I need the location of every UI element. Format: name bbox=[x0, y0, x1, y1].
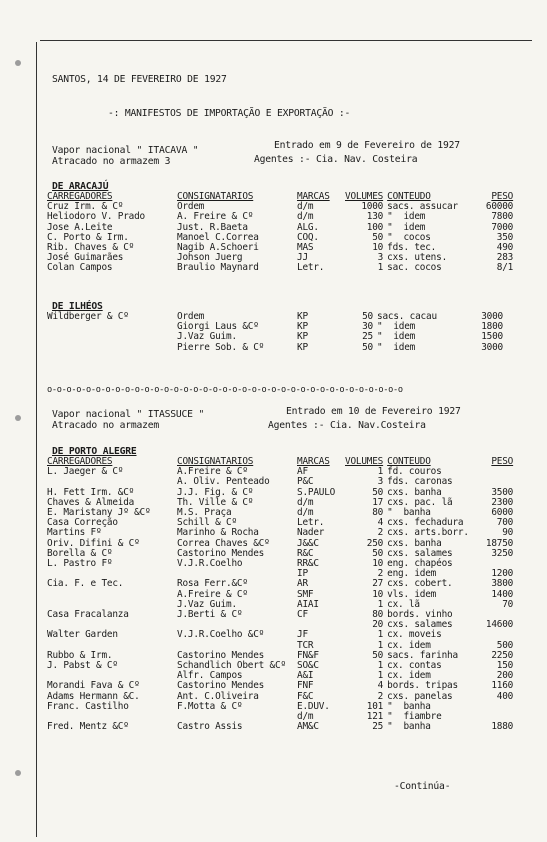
weight-cell: 18750 bbox=[485, 537, 514, 549]
table-row bbox=[47, 702, 513, 712]
marks-cell: KP bbox=[297, 311, 308, 322]
weight-cell: 350 bbox=[496, 231, 514, 243]
shipper-cell: C. Porto & Irm. bbox=[47, 231, 129, 243]
marks-cell: KP bbox=[297, 321, 308, 333]
ship2-agents: Agentes :- Cia. Nav.Costeira bbox=[268, 420, 426, 431]
ship1-arrival: Entrado em 9 de Fevereiro de 1927 bbox=[274, 140, 460, 151]
consignee-cell: A. Freire & Cº bbox=[177, 211, 254, 223]
weight-cell: 700 bbox=[496, 517, 514, 529]
contents-cell: eng. idem bbox=[387, 568, 437, 580]
weight-cell: 283 bbox=[496, 252, 514, 264]
manifest-table bbox=[47, 457, 513, 732]
marks-cell: FN&F bbox=[297, 649, 319, 661]
weight-cell: 7800 bbox=[491, 211, 514, 223]
consignee-cell: A.Freire & Cº bbox=[177, 588, 248, 600]
volumes-cell: 80 bbox=[372, 507, 384, 519]
volumes-cell: 1 bbox=[377, 629, 384, 641]
ship2-arrival: Entrado em 10 de Fevereiro 1927 bbox=[286, 406, 461, 417]
volumes-cell: 25 bbox=[362, 331, 373, 343]
weight-cell: 1800 bbox=[481, 321, 503, 333]
marks-cell: CF bbox=[297, 609, 308, 621]
column-header-marks: MARCAS bbox=[297, 191, 330, 202]
contents-cell: fds. caronas bbox=[387, 476, 453, 488]
volumes-cell: 1 bbox=[377, 660, 384, 672]
marks-cell: d/m bbox=[297, 496, 314, 508]
column-header-contents: CONTEUDO bbox=[387, 456, 431, 467]
volumes-cell: 101 bbox=[366, 700, 384, 712]
shipper-cell bbox=[47, 322, 177, 332]
marks-cell: TCR bbox=[297, 639, 314, 651]
marks-cell: JJ bbox=[297, 252, 308, 264]
volumes-cell: 2 bbox=[377, 527, 384, 539]
punch-hole bbox=[15, 770, 21, 776]
shipper-cell: Casa Fracalanza bbox=[47, 609, 129, 621]
weight-cell: 7000 bbox=[491, 221, 514, 233]
marks-cell: AF bbox=[297, 466, 308, 478]
consignee-cell: Just. R.Baeta bbox=[177, 221, 248, 233]
consignee-cell: Giorgi Laus &Cº bbox=[177, 321, 259, 333]
consignee-cell: Marinho & Rocha bbox=[177, 527, 259, 539]
consignee-cell: V.J.R.Coelho bbox=[177, 558, 243, 570]
column-header-shipper: CARREGADORES bbox=[47, 191, 113, 202]
volumes-cell: 1 bbox=[377, 262, 384, 274]
section-title: DE PORTO ALEGRE bbox=[52, 446, 137, 457]
marks-cell: AIAI bbox=[297, 598, 319, 610]
volumes-cell: 1 bbox=[377, 639, 384, 651]
shipper-cell: Adams Hermann &C. bbox=[47, 690, 140, 702]
top-rule bbox=[40, 40, 532, 41]
shipper-cell bbox=[47, 343, 177, 353]
table-row bbox=[47, 263, 513, 273]
consignee-cell: A.Freire & Cº bbox=[177, 466, 248, 478]
manifest-table bbox=[47, 312, 503, 353]
contents-cell: " idem bbox=[377, 331, 416, 343]
contents-cell: cx. lã bbox=[387, 598, 420, 610]
volumes-cell: 10 bbox=[372, 588, 384, 600]
weight-cell: 3000 bbox=[481, 311, 503, 322]
volumes-cell: 3 bbox=[377, 476, 384, 488]
volumes-cell: 4 bbox=[377, 680, 384, 692]
contents-cell: sac. cocos bbox=[387, 262, 442, 274]
ship1-vessel: Vapor nacional " ITACAVA " bbox=[52, 145, 199, 156]
marks-cell: d/m bbox=[297, 201, 314, 213]
consignee-cell: Rosa Ferr.&Cº bbox=[177, 578, 248, 590]
volumes-cell: 25 bbox=[372, 721, 384, 733]
section-title: DE ILHÉOS bbox=[52, 301, 103, 312]
ship2-vessel: Vapor nacional " ITASSUCE " bbox=[52, 409, 205, 420]
volumes-cell: 50 bbox=[372, 649, 384, 661]
weight-cell: 1160 bbox=[491, 680, 514, 692]
volumes-cell: 10 bbox=[372, 558, 384, 570]
marks-cell: Letr. bbox=[297, 262, 325, 274]
volumes-cell: 1 bbox=[377, 598, 384, 610]
section-title: DE ARACAJÚ bbox=[52, 181, 109, 192]
consignee-cell: Alfr. Campos bbox=[177, 670, 243, 682]
weight-cell: 90 bbox=[502, 527, 514, 539]
contents-cell: vls. idem bbox=[387, 588, 437, 600]
shipper-cell: L. Pastro Fº bbox=[47, 558, 113, 570]
volumes-cell: 10 bbox=[372, 242, 384, 254]
table-row bbox=[47, 590, 513, 600]
weight-cell: 60000 bbox=[485, 201, 514, 213]
shipper-cell bbox=[47, 332, 177, 342]
contents-cell: sacs. assucar bbox=[387, 201, 458, 213]
marks-cell: R&C bbox=[297, 547, 314, 559]
weight-cell: 1200 bbox=[491, 568, 514, 580]
volumes-cell: 80 bbox=[372, 609, 384, 621]
shipper-cell: Borella & Cº bbox=[47, 547, 113, 559]
marks-cell: ALG. bbox=[297, 221, 319, 233]
volumes-cell: 50 bbox=[362, 341, 373, 353]
weight-cell: 3500 bbox=[491, 486, 514, 498]
consignee-cell: Ordem bbox=[177, 311, 205, 322]
volumes-cell: 1 bbox=[377, 670, 384, 682]
shipper-cell: J. Pabst & Cº bbox=[47, 660, 118, 672]
marks-cell: FNF bbox=[297, 680, 314, 692]
marks-cell: JF bbox=[297, 629, 308, 641]
volumes-cell: 20 bbox=[372, 619, 384, 631]
shipper-cell: Casa Correção bbox=[47, 517, 118, 529]
consignee-cell: Correa Chaves &Cº bbox=[177, 537, 270, 549]
consignee-cell: Schill & Cº bbox=[177, 517, 237, 529]
volumes-cell: 250 bbox=[366, 537, 384, 549]
table-row bbox=[47, 559, 513, 569]
shipper-cell: Rib. Chaves & Cº bbox=[47, 242, 135, 254]
consignee-cell: J.Vaz Guim. bbox=[177, 598, 237, 610]
consignee-cell: M.S. Praça bbox=[177, 507, 232, 519]
table-row bbox=[47, 322, 503, 332]
continua-note: -Continúa- bbox=[394, 781, 451, 792]
marks-cell: Letr. bbox=[297, 517, 325, 529]
column-header-consignee: CONSIGNATARIOS bbox=[177, 191, 254, 202]
consignee-cell: Johson Juerg bbox=[177, 252, 243, 264]
contents-cell: " idem bbox=[377, 321, 416, 333]
shipper-cell: H. Fett Irm. &Cº bbox=[47, 486, 135, 498]
consignee-cell: J.Berti & Cº bbox=[177, 609, 243, 621]
volumes-cell: 4 bbox=[377, 517, 384, 529]
column-header-volumes: VOLUMES bbox=[345, 191, 384, 202]
marks-cell: COQ. bbox=[297, 231, 319, 243]
weight-cell: 3800 bbox=[491, 578, 514, 590]
contents-cell: fds. tec. bbox=[387, 242, 437, 254]
shipper-cell: Franc. Castilho bbox=[47, 700, 129, 712]
shipper-cell bbox=[47, 590, 177, 600]
column-header-consignee: CONSIGNATARIOS bbox=[177, 456, 254, 467]
consignee-cell: Th. Ville & Cº bbox=[177, 496, 254, 508]
table-row bbox=[47, 722, 513, 732]
contents-cell: cx. contas bbox=[387, 660, 442, 672]
consignee-cell: Castorino Mendes bbox=[177, 649, 265, 661]
contents-cell: " banha bbox=[387, 507, 431, 519]
weight-cell: 2300 bbox=[491, 496, 514, 508]
weight-cell: 6000 bbox=[491, 507, 514, 519]
consignee-cell: Nagib A.Schoeri bbox=[177, 242, 259, 254]
table-row bbox=[47, 343, 503, 353]
shipper-cell: Oriv. Difini & Cº bbox=[47, 537, 140, 549]
weight-cell: 3000 bbox=[481, 341, 503, 353]
table-row bbox=[47, 332, 503, 342]
volumes-cell: 1000 bbox=[361, 201, 384, 213]
contents-cell: cxs. cobert. bbox=[387, 578, 453, 590]
consignee-cell: J.J. Fig. & Cº bbox=[177, 486, 254, 498]
consignee-cell: Manoel C.Correa bbox=[177, 231, 259, 243]
marks-cell: d/m bbox=[297, 211, 314, 223]
marks-cell: MAS bbox=[297, 242, 314, 254]
volumes-cell: 100 bbox=[366, 221, 384, 233]
marks-cell: KP bbox=[297, 331, 308, 343]
punch-hole bbox=[15, 60, 21, 66]
weight-cell bbox=[483, 467, 513, 477]
contents-cell: fd. couros bbox=[387, 466, 442, 478]
marks-cell: d/m bbox=[297, 711, 314, 723]
volumes-cell: 1 bbox=[377, 466, 384, 478]
consignee-cell: Braulio Maynard bbox=[177, 262, 259, 274]
contents-cell: sacs. farinha bbox=[387, 649, 458, 661]
shipper-cell: Morandi Fava & Cº bbox=[47, 680, 140, 692]
column-header-weight: PESO bbox=[491, 191, 514, 202]
shipper-cell: E. Maristany Jº &Cº bbox=[47, 507, 151, 519]
weight-cell: 150 bbox=[496, 660, 514, 672]
shipper-cell: Chaves & Almeida bbox=[47, 496, 135, 508]
weight-cell: 2250 bbox=[491, 649, 514, 661]
contents-cell: cxs. banha bbox=[387, 537, 442, 549]
contents-cell: cxs. arts.borr. bbox=[387, 527, 469, 539]
marks-cell: S.PAULO bbox=[297, 486, 336, 498]
marks-cell: IP bbox=[297, 568, 308, 580]
table-row bbox=[47, 212, 513, 222]
shipper-cell: Jose A.Leite bbox=[47, 221, 113, 233]
shipper-cell: Fred. Mentz &Cº bbox=[47, 721, 129, 733]
contents-cell: " fiambre bbox=[387, 711, 442, 723]
consignee-cell: F.Motta & Cº bbox=[177, 700, 243, 712]
shipper-cell: Colan Campos bbox=[47, 262, 113, 274]
volumes-cell: 3 bbox=[377, 252, 384, 264]
volumes-cell: 130 bbox=[366, 211, 384, 223]
separator-line: o-o-o-o-o-o-o-o-o-o-o-o-o-o-o-o-o-o-o-o-o-o-o-o-o-o-o-o-o-o-o-o-o-o-o-o-o bbox=[47, 385, 403, 395]
shipper-cell: Cia. F. e Tec. bbox=[47, 578, 124, 590]
marks-cell: J&&C bbox=[297, 537, 319, 549]
marks-cell: E.DUV. bbox=[297, 700, 330, 712]
weight-cell: 200 bbox=[496, 670, 514, 682]
table-row bbox=[47, 312, 503, 322]
weight-cell: 500 bbox=[496, 639, 514, 651]
document-title: -: MANIFESTOS DE IMPORTAÇÃO E EXPORTAÇÃO :- bbox=[108, 108, 351, 119]
marks-cell: SMF bbox=[297, 588, 314, 600]
contents-cell: cxs. salames bbox=[387, 619, 453, 631]
manifest-table bbox=[47, 192, 513, 274]
table-row bbox=[47, 661, 513, 671]
volumes-cell: 2 bbox=[377, 690, 384, 702]
weight-cell: 1880 bbox=[491, 721, 514, 733]
column-header-marks: MARCAS bbox=[297, 456, 330, 467]
volumes-cell: 50 bbox=[372, 547, 384, 559]
consignee-cell: J.Vaz Guim. bbox=[177, 331, 237, 343]
contents-cell: " banha bbox=[387, 700, 431, 712]
shipper-cell: Walter Garden bbox=[47, 629, 118, 641]
marks-cell: KP bbox=[297, 341, 308, 353]
weight-cell: 14600 bbox=[485, 619, 514, 631]
table-row bbox=[47, 253, 513, 263]
weight-cell: 490 bbox=[496, 242, 514, 254]
shipper-cell: Rubbo & Irm. bbox=[47, 649, 113, 661]
marks-cell: AR bbox=[297, 578, 308, 590]
ship1-berth: Atracado no armazem 3 bbox=[52, 156, 171, 167]
marks-cell: RR&C bbox=[297, 558, 319, 570]
shipper-cell: José Guimarães bbox=[47, 252, 124, 264]
consignee-cell: A. Oliv. Penteado bbox=[177, 476, 270, 488]
column-header-shipper: CARREGADORES bbox=[47, 456, 113, 467]
volumes-cell: 30 bbox=[362, 321, 373, 333]
marks-cell: Nader bbox=[297, 527, 325, 539]
volumes-cell: 2 bbox=[377, 568, 384, 580]
contents-cell: bords. tripas bbox=[387, 680, 458, 692]
shipper-cell: Martins Fº bbox=[47, 527, 102, 539]
place-date: SANTOS, 14 DE FEVEREIRO DE 1927 bbox=[52, 74, 227, 85]
table-row bbox=[47, 630, 513, 640]
consignee-cell: Ordem bbox=[177, 201, 205, 213]
contents-cell: cxs. panelas bbox=[387, 690, 453, 702]
shipper-cell: Wildberger & Cº bbox=[47, 311, 129, 322]
consignee-cell: Castorino Mendes bbox=[177, 680, 265, 692]
marks-cell: F&C bbox=[297, 690, 314, 702]
volumes-cell: 50 bbox=[372, 231, 384, 243]
contents-cell: cx. idem bbox=[387, 670, 431, 682]
column-header-weight: PESO bbox=[491, 456, 514, 467]
contents-cell: cx. idem bbox=[387, 639, 431, 651]
shipper-cell: Cruz Irm. & Cº bbox=[47, 201, 124, 213]
contents-cell: " idem bbox=[387, 211, 426, 223]
marks-cell: SO&C bbox=[297, 660, 319, 672]
contents-cell: cxs. pac. lã bbox=[387, 496, 453, 508]
shipper-cell: Heliodoro V. Prado bbox=[47, 211, 145, 223]
contents-cell: cx. moveis bbox=[387, 629, 442, 641]
contents-cell: cxs. salames bbox=[387, 547, 453, 559]
consignee-cell: Ant. C.Oliveira bbox=[177, 690, 259, 702]
volumes-cell: 17 bbox=[372, 496, 384, 508]
column-header-contents: CONTEUDO bbox=[387, 191, 431, 202]
contents-cell: " idem bbox=[387, 221, 426, 233]
weight-cell: 3250 bbox=[491, 547, 514, 559]
marks-cell: P&C bbox=[297, 476, 314, 488]
volumes-cell: 121 bbox=[366, 711, 384, 723]
contents-cell: cxs. fechadura bbox=[387, 517, 464, 529]
weight-cell: 8/1 bbox=[496, 262, 514, 274]
ship1-agents: Agentes :- Cia. Nav. Costeira bbox=[254, 154, 418, 165]
weight-cell: 1500 bbox=[481, 331, 503, 343]
column-header-volumes: VOLUMES bbox=[345, 456, 384, 467]
weight-cell: 400 bbox=[496, 690, 514, 702]
contents-cell: " cocos bbox=[387, 231, 431, 243]
weight-cell: 70 bbox=[502, 598, 514, 610]
consignee-cell: V.J.R.Coelho &Cº bbox=[177, 629, 265, 641]
ship2-berth: Atracado no armazem bbox=[52, 420, 160, 431]
weight-cell bbox=[483, 702, 513, 712]
marks-cell: AM&C bbox=[297, 721, 319, 733]
contents-cell: " idem bbox=[377, 341, 416, 353]
contents-cell: sacs. cacau bbox=[377, 311, 437, 322]
margin-rule bbox=[36, 42, 37, 837]
weight-cell: 1400 bbox=[491, 588, 514, 600]
consignee-cell: Castro Assis bbox=[177, 721, 243, 733]
consignee-cell: Castorino Mendes bbox=[177, 547, 265, 559]
contents-cell: eng. chapéos bbox=[387, 558, 453, 570]
table-row bbox=[47, 579, 513, 589]
contents-cell: cxs. banha bbox=[387, 486, 442, 498]
punch-hole bbox=[15, 415, 21, 421]
consignee-cell: Schandlich Obert &Cº bbox=[177, 660, 286, 672]
contents-cell: " banha bbox=[387, 721, 431, 733]
volumes-cell: 50 bbox=[372, 486, 384, 498]
marks-cell: d/m bbox=[297, 507, 314, 519]
marks-cell: A&I bbox=[297, 670, 314, 682]
contents-cell: cxs. utens. bbox=[387, 252, 448, 264]
consignee-cell: Pierre Sob. & Cº bbox=[177, 341, 265, 353]
volumes-cell: 50 bbox=[362, 311, 373, 322]
volumes-cell: 27 bbox=[372, 578, 384, 590]
contents-cell: bords. vinho bbox=[387, 609, 453, 621]
shipper-cell: L. Jaeger & Cº bbox=[47, 466, 124, 478]
